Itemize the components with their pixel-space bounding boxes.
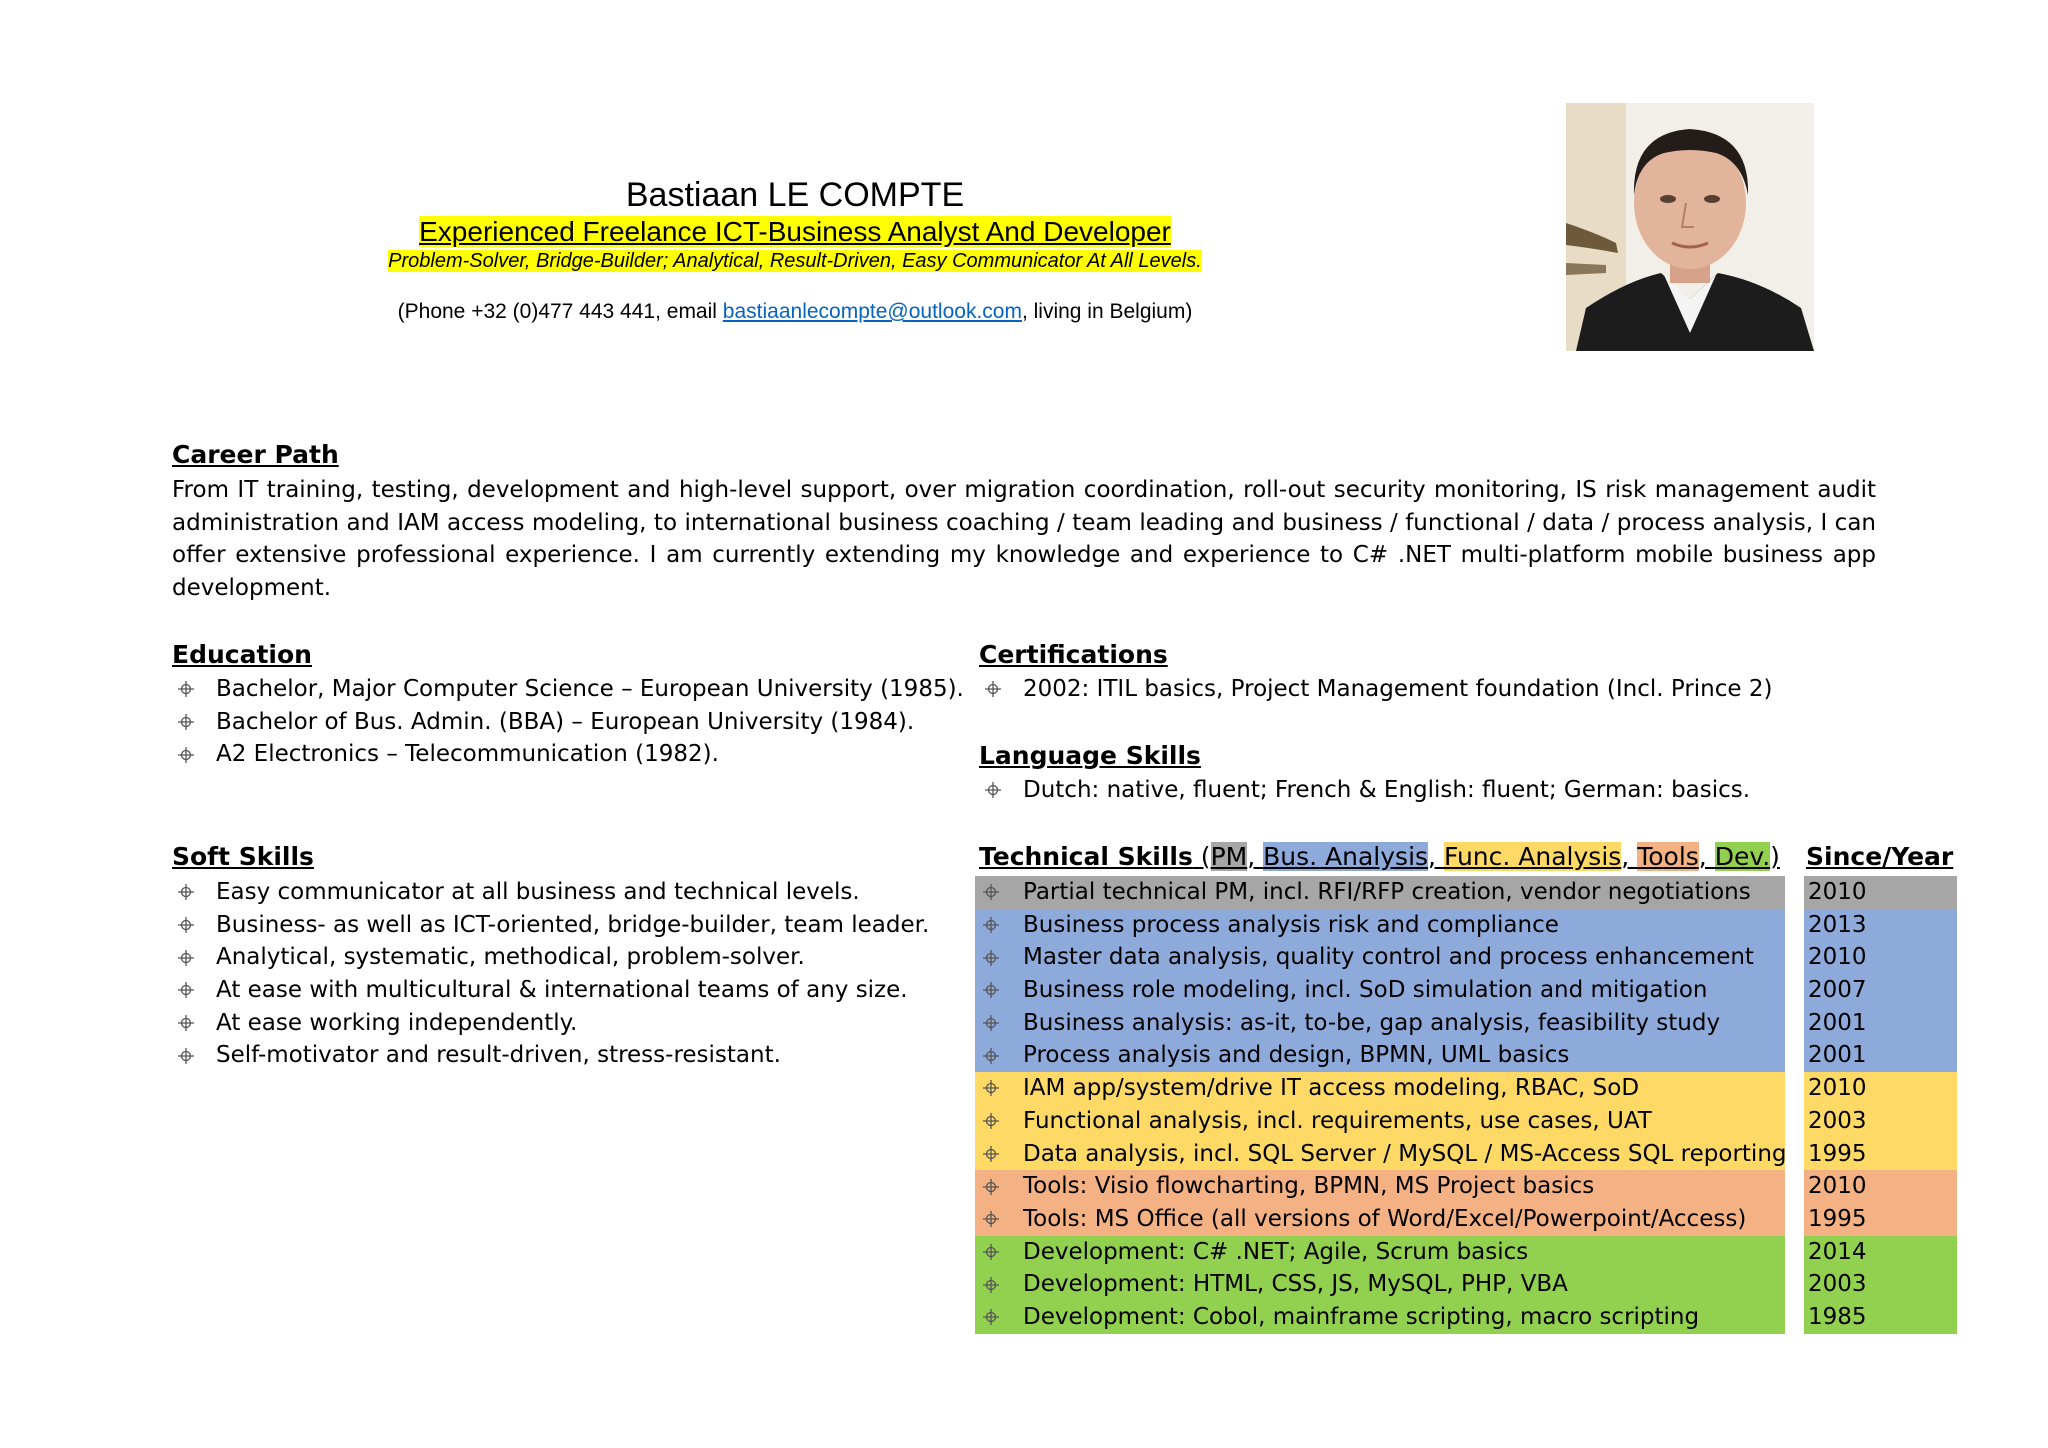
technical-skill-text: Development: C# .NET; Agile, Scrum basics	[1023, 1238, 1529, 1265]
technical-skill-text: Tools: Visio flowcharting, BPMN, MS Project basics	[1023, 1173, 1595, 1200]
email-link[interactable]: bastiaanlecompte@outlook.com	[722, 300, 1022, 323]
language-item	[979, 774, 1879, 807]
technical-skill-row	[975, 941, 1785, 974]
technical-skill-row	[975, 876, 1785, 909]
technical-skill-text: Business analysis: as-it, to-be, gap analysis, feasibility study	[1023, 1009, 1721, 1036]
since-year-cell: 2010	[1804, 1170, 1957, 1203]
certifications-heading: Certifications	[979, 640, 1168, 669]
since-year-cell: 2010	[1804, 876, 1957, 909]
since-year-cell: 2003	[1804, 1268, 1957, 1301]
technical-skill-row	[975, 1007, 1785, 1040]
languages-list	[979, 774, 1879, 807]
legend-pm: PM	[1210, 842, 1248, 871]
technical-skill-row	[975, 974, 1785, 1007]
technical-skill-text: Business process analysis risk and compliance	[1023, 911, 1559, 938]
technical-skill-row	[975, 1203, 1785, 1236]
crosshair-bullet-icon	[981, 1105, 1001, 1138]
crosshair-bullet-icon	[981, 1203, 1001, 1236]
technical-skill-text: IAM app/system/drive IT access modeling, RBAC, SoD	[1023, 1075, 1640, 1102]
contact-prefix: (Phone +32 (0)477 443 441, email	[397, 300, 723, 323]
education-item	[172, 706, 932, 739]
candidate-name: Bastiaan LE COMPTE	[625, 176, 965, 214]
soft-skill-item	[172, 1039, 932, 1072]
crosshair-bullet-icon	[981, 1236, 1001, 1269]
soft-skill-item	[172, 876, 932, 909]
since-year-cell: 1985	[1804, 1301, 1957, 1334]
since-year-cell: 2010	[1804, 1072, 1957, 1105]
since-year-cell: 2010	[1804, 941, 1957, 974]
crosshair-bullet-icon	[983, 774, 1003, 807]
soft-skill-item	[172, 974, 932, 1007]
crosshair-bullet-icon	[176, 876, 196, 909]
legend-bus-analysis: Bus. Analysis	[1263, 842, 1429, 871]
crosshair-bullet-icon	[176, 1007, 196, 1040]
education-text: Bachelor, Major Computer Science – European University (1985).	[216, 676, 964, 702]
since-year-cell: 2003	[1804, 1105, 1957, 1138]
legend-func-analysis: Func. Analysis	[1443, 842, 1622, 871]
contact-line	[0, 300, 1590, 324]
headline-tagline-text: Problem-Solver, Bridge-Builder; Analytical, Result-Driven, Easy Communicator At All Levels.	[388, 250, 1202, 272]
soft-skill-item	[172, 941, 932, 974]
legend-tools: Tools	[1637, 842, 1699, 871]
soft-skills-heading: Soft Skills	[172, 842, 314, 871]
since-year-cell: 2014	[1804, 1236, 1957, 1269]
technical-skill-row	[975, 1072, 1785, 1105]
technical-skill-row	[975, 1301, 1785, 1334]
technical-skills-list	[975, 876, 1785, 1334]
technical-skill-row	[975, 1105, 1785, 1138]
since-year-cell: 1995	[1804, 1138, 1957, 1171]
crosshair-bullet-icon	[981, 876, 1001, 909]
soft-skill-text: At ease working independently.	[216, 1009, 578, 1036]
certification-text: 2002: ITIL basics, Project Management foundation (Incl. Prince 2)	[1023, 676, 1773, 702]
languages-heading: Language Skills	[979, 741, 1201, 770]
technical-skills-heading: Technical Skills	[979, 842, 1193, 871]
headline-title-text: Experienced Freelance ICT-Business Analyst And Developer	[419, 216, 1171, 247]
crosshair-bullet-icon	[176, 706, 196, 739]
certification-item	[979, 673, 1879, 706]
technical-skill-text: Business role modeling, incl. SoD simulation and mitigation	[1023, 977, 1708, 1004]
crosshair-bullet-icon	[981, 1138, 1001, 1171]
certifications-list	[979, 673, 1879, 706]
career-heading: Career Path	[172, 440, 339, 469]
portrait-image	[1566, 103, 1814, 351]
legend-sep: ,	[1247, 842, 1264, 871]
headline-title	[0, 216, 1590, 248]
soft-skills-list	[172, 876, 932, 1072]
crosshair-bullet-icon	[981, 1170, 1001, 1203]
soft-skill-text: At ease with multicultural & international teams of any size.	[216, 977, 908, 1004]
technical-skill-row	[975, 1170, 1785, 1203]
since-year-cell: 2001	[1804, 1007, 1957, 1040]
legend-close: )	[1770, 842, 1780, 871]
crosshair-bullet-icon	[981, 1007, 1001, 1040]
education-heading: Education	[172, 640, 312, 669]
technical-skill-row	[975, 909, 1785, 942]
technical-skills-header	[979, 842, 1780, 871]
technical-skill-text: Process analysis and design, BPMN, UML basics	[1023, 1042, 1570, 1069]
soft-skill-text: Self-motivator and result-driven, stress-resistant.	[216, 1042, 781, 1069]
crosshair-bullet-icon	[981, 1301, 1001, 1334]
since-year-cell: 1995	[1804, 1203, 1957, 1236]
technical-skill-text: Data analysis, incl. SQL Server / MySQL / MS-Access SQL reporting	[1023, 1140, 1787, 1167]
soft-skill-text: Easy communicator at all business and technical levels.	[216, 879, 860, 905]
technical-skill-text: Master data analysis, quality control and process enhancement	[1023, 944, 1754, 971]
soft-skill-text: Business- as well as ICT-oriented, bridge-builder, team leader.	[216, 911, 930, 938]
technical-skill-text: Tools: MS Office (all versions of Word/Excel/Powerpoint/Access)	[1023, 1205, 1747, 1232]
language-text: Dutch: native, fluent; French & English: fluent; German: basics.	[1023, 777, 1751, 803]
crosshair-bullet-icon	[983, 673, 1003, 706]
technical-skill-row	[975, 1268, 1785, 1301]
technical-skill-text: Functional analysis, incl. requirements, use cases, UAT	[1023, 1107, 1652, 1134]
crosshair-bullet-icon	[981, 1072, 1001, 1105]
education-text: A2 Electronics – Telecommunication (1982).	[216, 741, 719, 768]
soft-skill-text: Analytical, systematic, methodical, problem-solver.	[216, 944, 805, 971]
since-year-cell: 2013	[1804, 909, 1957, 942]
contact-suffix: , living in Belgium)	[1021, 300, 1193, 323]
education-item	[172, 738, 932, 771]
crosshair-bullet-icon	[981, 1039, 1001, 1072]
legend-open: (	[1192, 842, 1211, 871]
since-year-cell: 2001	[1804, 1039, 1957, 1072]
soft-skill-item	[172, 1007, 932, 1040]
crosshair-bullet-icon	[176, 738, 196, 771]
headline-tagline	[0, 250, 1590, 273]
legend-sep: ,	[1621, 842, 1638, 871]
technical-skill-row	[975, 1138, 1785, 1171]
crosshair-bullet-icon	[176, 909, 196, 942]
since-year-list	[1804, 876, 1957, 1334]
since-year-cell: 2007	[1804, 974, 1957, 1007]
education-text: Bachelor of Bus. Admin. (BBA) – European University (1984).	[216, 708, 915, 735]
technical-skill-text: Partial technical PM, incl. RFI/RFP creation, vendor negotiations	[1023, 879, 1751, 905]
crosshair-bullet-icon	[981, 909, 1001, 942]
profile-photo	[1566, 103, 1814, 351]
crosshair-bullet-icon	[981, 941, 1001, 974]
education-item	[172, 673, 964, 706]
technical-skill-row	[975, 1039, 1785, 1072]
crosshair-bullet-icon	[176, 673, 196, 706]
soft-skill-item	[172, 909, 932, 942]
technical-skill-text: Development: Cobol, mainframe scripting, macro scripting	[1023, 1303, 1700, 1330]
crosshair-bullet-icon	[981, 974, 1001, 1007]
legend-sep: ,	[1428, 842, 1444, 871]
since-year-heading: Since/Year	[1806, 842, 1954, 871]
technical-skill-row	[975, 1236, 1785, 1269]
technical-skill-text: Development: HTML, CSS, JS, MySQL, PHP, VBA	[1023, 1271, 1568, 1298]
education-list	[172, 673, 964, 771]
crosshair-bullet-icon	[176, 941, 196, 974]
crosshair-bullet-icon	[981, 1268, 1001, 1301]
legend-dev: Dev.	[1714, 842, 1771, 871]
career-text: From IT training, testing, development and high-level support, over migration coordination, roll-out security monitoring, IS risk management audit administration and IAM access modeling, to international business coaching / team leading and business / functional / data / process analysis, I can offer extensive professional experience. I am currently extending my knowledge and experience to C# .NET multi-platform mobile business app development.	[172, 477, 1876, 601]
legend-sep: ,	[1698, 842, 1715, 871]
crosshair-bullet-icon	[176, 1039, 196, 1072]
crosshair-bullet-icon	[176, 974, 196, 1007]
